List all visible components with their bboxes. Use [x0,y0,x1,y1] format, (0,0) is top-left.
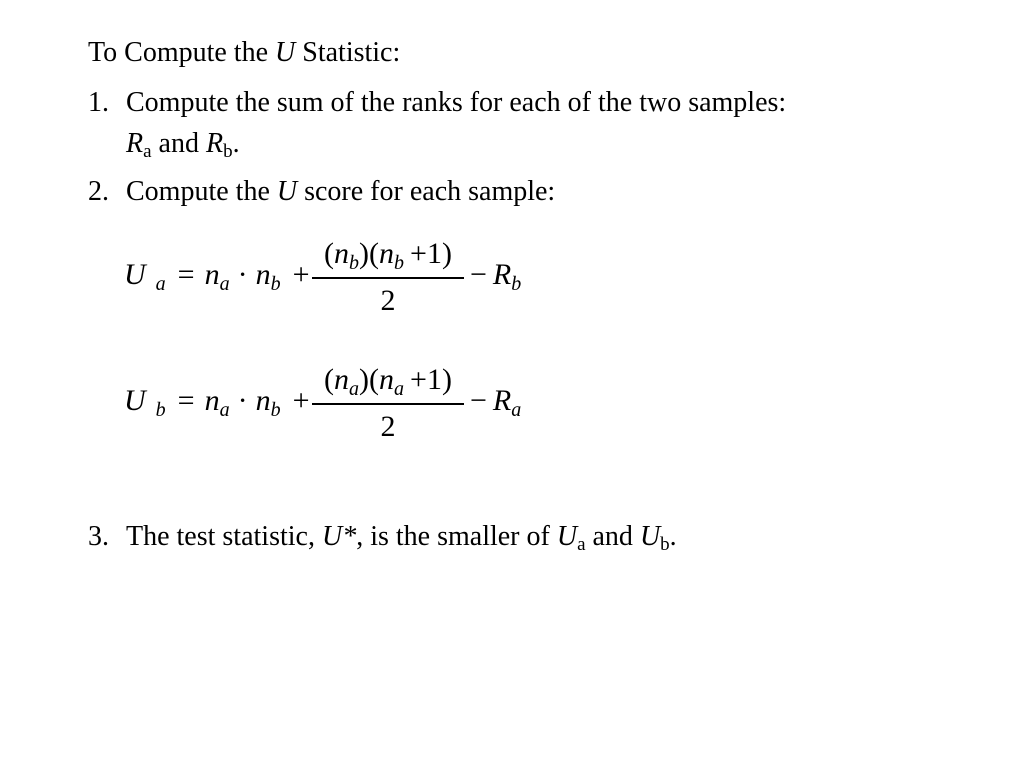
step-2-number: 2. [88,176,109,207]
equation-ub-numerator: $(n_a)(n_a +1)$ [324,363,452,400]
equation-ub-denominator: 2 [380,410,396,443]
equation-ua-denominator: 2 [380,284,396,317]
step-1-line2: $R_a$ and $R_b$. [126,128,240,162]
step-2-text: Compute the U score for each sample: [126,176,556,207]
step-3-text: The test statistic, U*, is the smaller of $U_a$ and $U_b$. [126,521,677,555]
step-3-number: 3. [88,521,109,552]
title-var: U [275,37,296,68]
slide-title: To Compute the U Statistic: [88,37,401,68]
equation-ua-right: − $R_b$ [470,258,522,295]
step-1-text: Compute the sum of the ranks for each of the two samples: [126,87,787,118]
equation-ub-fraction-bar [312,403,464,405]
step-1-number: 1. [88,87,109,118]
equation-ua-left: U $_a = n_a \cdot n_b$ + [124,258,310,295]
equation-ua-numerator: $(n_b)(n_b +1)$ [324,237,452,274]
equation-ub-left: U $_b = n_a \cdot n_b$ + [124,384,310,421]
equation-ub-right: − $R_a$ [470,384,522,421]
equation-ua-fraction-bar [312,277,464,279]
